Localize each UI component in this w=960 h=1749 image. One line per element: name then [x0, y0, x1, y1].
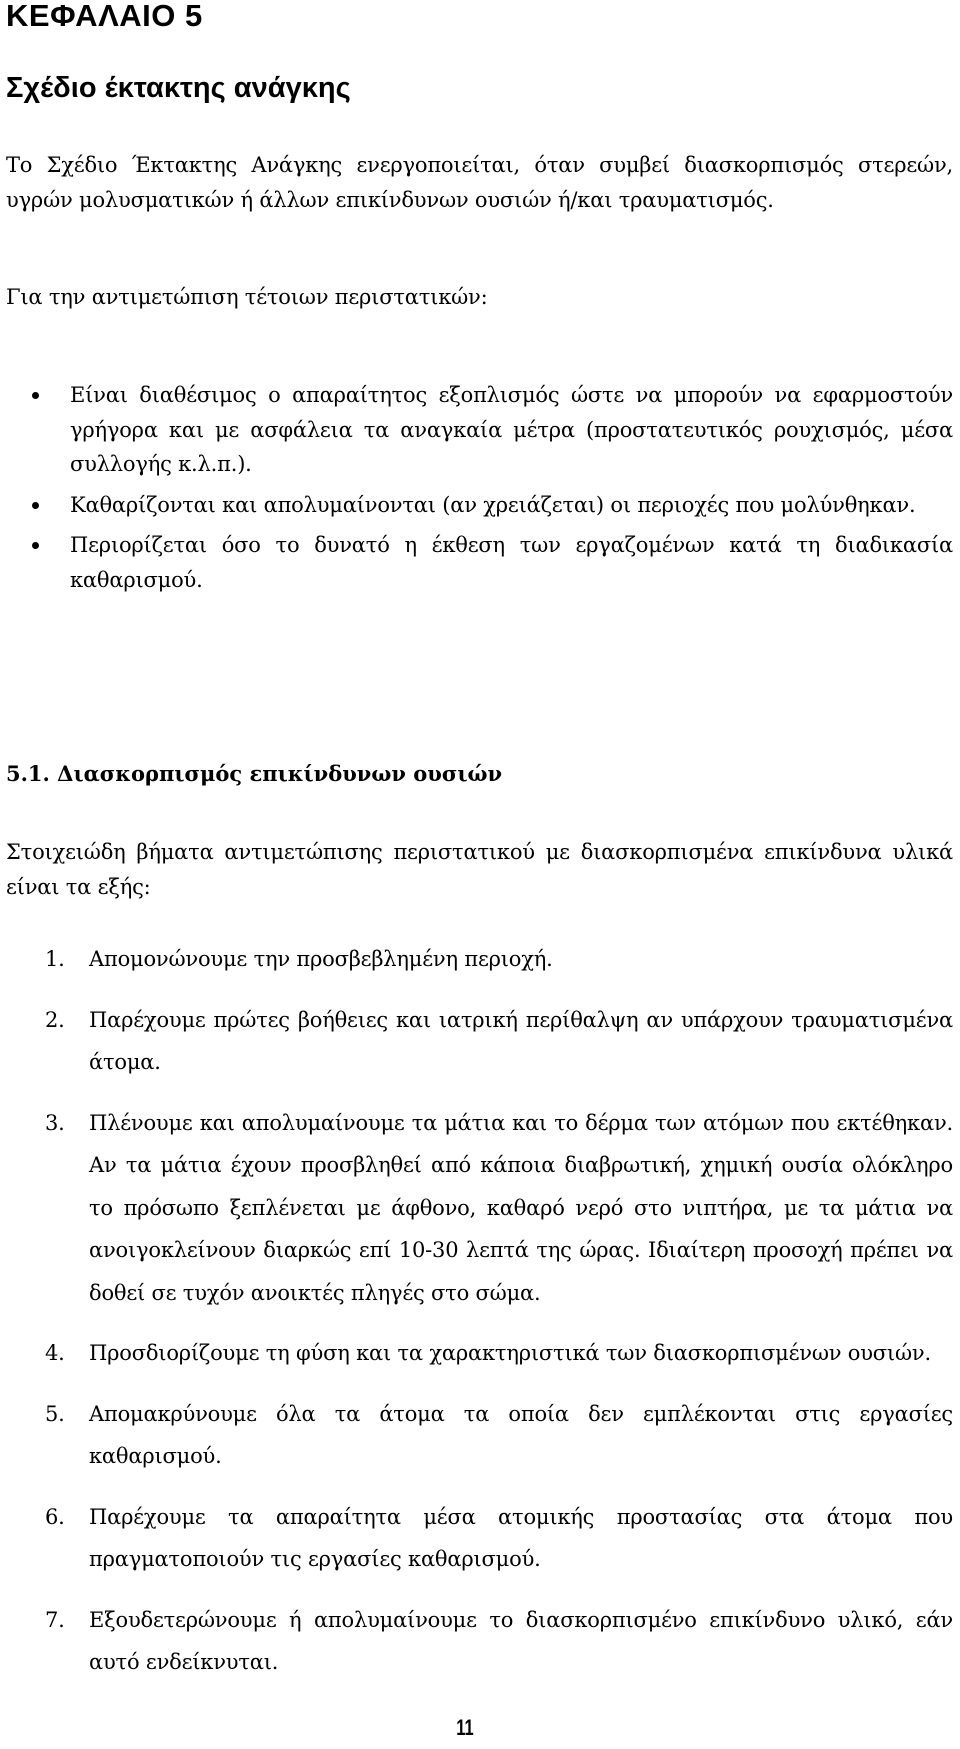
step-text: Παρέχουμε τα απαραίτητα μέσα ατομικής προστασίας στα άτομα που πραγματοποιούν τις εργασίες καθαρισμού. [89, 1504, 953, 1571]
step-item [0, 1393, 953, 1478]
step-item [0, 999, 953, 1084]
step-item [0, 1496, 953, 1581]
bullet-dot-icon [32, 392, 39, 399]
bullet-text: Καθαρίζονται και απολυμαίνονται (αν χρειάζεται) οι περιοχές που μολύνθηκαν. [70, 492, 916, 517]
page-number: 11 [456, 1715, 474, 1740]
step-text: Παρέχουμε πρώτες βοήθειες και ιατρική περίθαλψη αν υπάρχουν τραυματισμένα άτομα. [89, 1007, 953, 1074]
bullet-item [0, 378, 953, 482]
bullet-text: Περιορίζεται όσο το δυνατό η έκθεση των εργαζομένων κατά τη διαδικασία καθαρισμού. [70, 533, 953, 592]
bullet-dot-icon [32, 502, 39, 509]
step-text: Απομονώνουμε την προσβεβλημένη περιοχή. [89, 947, 553, 971]
step-item [0, 1599, 953, 1684]
section-title: Σχέδιο έκτακτης ανάγκης [6, 72, 351, 104]
step-number: 3. [45, 1110, 65, 1135]
step-number: 2. [45, 1007, 65, 1032]
step-text: Πλένουμε και απολυμαίνουμε τα μάτια και το δέρμα των ατόμων που εκτέθηκαν. Αν τα μάτια έχουν προσβληθεί από κάποια διαβρωτική, χημική ουσία ολόκληρο το πρόσωπο ξεπλένεται με άφθονο, καθαρό νερό στο νιπτήρα, με τα μάτια να ανοιγοκλείνουν διαρκώς επί 10-30 λεπτά της ώρας. Ιδιαίτερη προσοχή πρέπει να δοθεί σε τυχόν ανοικτές πληγές στο σώμα. [89, 1110, 953, 1305]
subsection-title: 5.1. Διασκορπισμός επικίνδυνων ουσιών [6, 761, 503, 786]
step-number: 7. [45, 1607, 65, 1632]
step-item [0, 938, 953, 981]
bullet-list [0, 378, 960, 597]
chapter-title: ΚΕΦΑΛΑΙΟ 5 [6, 0, 203, 33]
step-number: 4. [45, 1341, 65, 1365]
lead-in-text: Για την αντιμετώπιση τέτοιων περιστατικών: [6, 285, 488, 309]
step-text: Εξουδετερώνουμε ή απολυμαίνουμε το διασκορπισμένο επικίνδυνο υλικό, εάν αυτό ενδείκνυται. [89, 1607, 953, 1674]
step-number: 6. [45, 1504, 65, 1529]
bullet-text: Είναι διαθέσιμος ο απαραίτητος εξοπλισμός ώστε να μπορούν να εφαρμοστούν γρήγορα και με ασφάλεια τα αναγκαία μέτρα (προστατευτικός ρουχισμός, μέσα συλλογής κ.λ.π.). [70, 383, 953, 476]
step-item [0, 1102, 953, 1315]
bullet-item [0, 528, 953, 597]
bullet-dot-icon [32, 542, 39, 549]
intro-paragraph: Το Σχέδιο Έκτακτης Ανάγκης ενεργοποιείται, όταν συμβεί διασκορπισμός στερεών, υγρών μολυσματικών ή άλλων επικίνδυνων ουσιών ή/και τραυματισμός. [6, 153, 953, 212]
step-item [0, 1332, 953, 1375]
step-text: Προσδιορίζουμε τη φύση και τα χαρακτηριστικά των διασκορπισμένων ουσιών. [89, 1341, 931, 1365]
step-number: 5. [45, 1401, 65, 1426]
steps-intro: Στοιχειώδη βήματα αντιμετώπισης περιστατικού με διασκορπισμένα επικίνδυνα υλικά είναι τα εξής: [6, 840, 953, 899]
bullet-item [0, 488, 953, 523]
step-text: Απομακρύνουμε όλα τα άτομα τα οποία δεν εμπλέκονται στις εργασίες καθαρισμού. [89, 1401, 953, 1468]
steps-list [0, 938, 960, 1684]
step-number: 1. [45, 947, 65, 971]
